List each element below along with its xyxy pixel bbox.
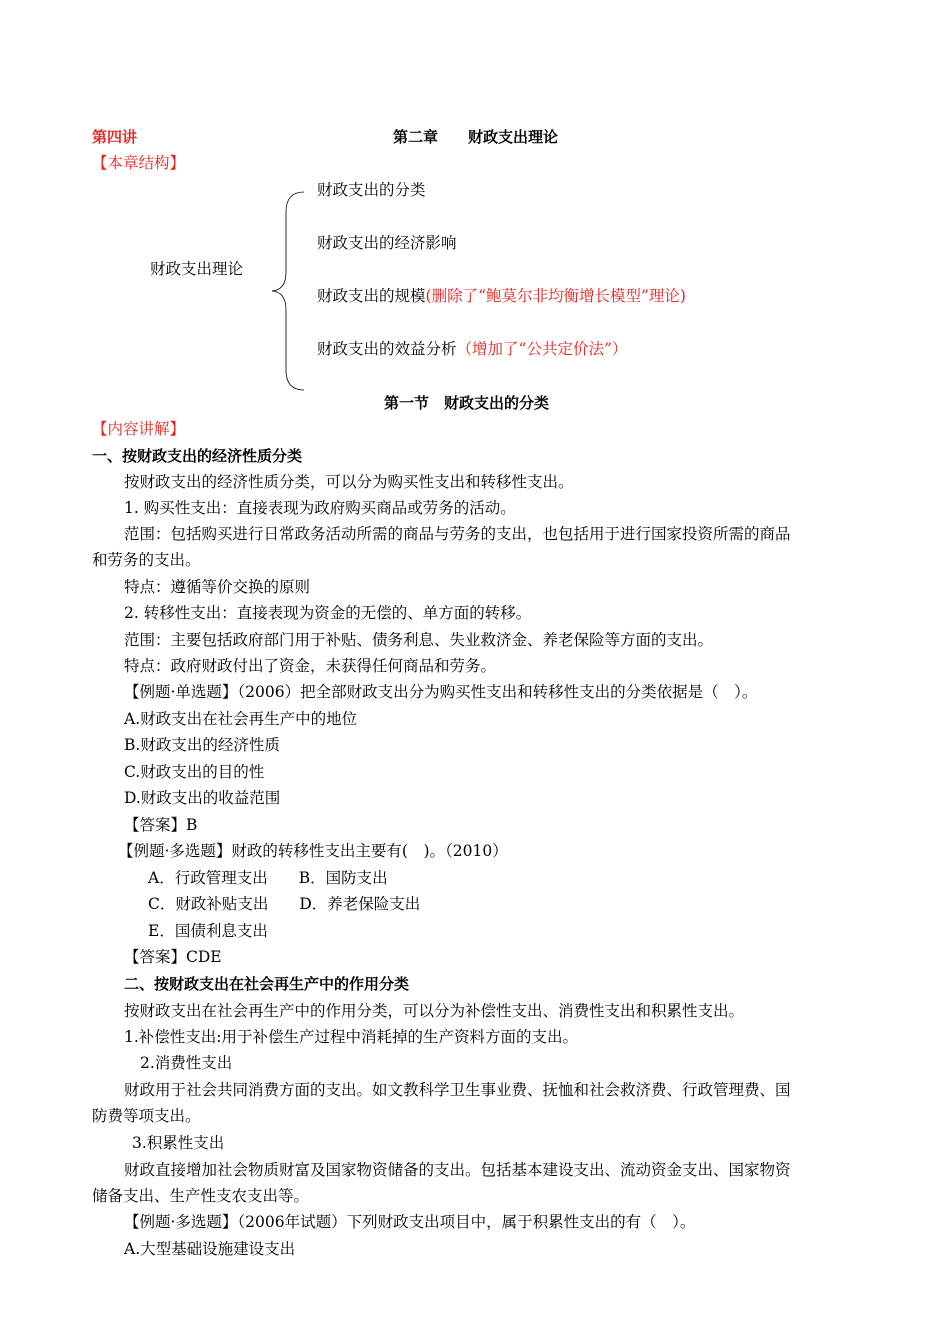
structure-item <box>317 339 627 359</box>
paragraph-line: 3.积累性支出 <box>132 1134 225 1152</box>
paragraph-line: 和劳务的支出。 <box>92 551 201 569</box>
paragraph-line: 【答案】CDE <box>124 948 222 966</box>
structure-item <box>317 180 426 200</box>
structure-item <box>317 233 457 253</box>
paragraph-line: 范围：主要包括政府部门用于补贴、债务利息、失业救济金、养老保险等方面的支出。 <box>124 631 714 649</box>
structure-item-text: 财政支出的分类 <box>317 181 426 199</box>
paragraph-line: 【例题·单选题】（2006）把全部财政支出分为购买性支出和转移性支出的分类依据是（ ）。 <box>124 683 758 701</box>
structure-item <box>317 286 686 306</box>
paragraph-line: 财政直接增加社会物质财富及国家物资储备的支出。包括基本建设支出、流动资金支出、国家物资 <box>124 1161 791 1179</box>
section-title: 第一节 财政支出的分类 <box>384 394 550 412</box>
paragraph-line: 2.消费性支出 <box>140 1054 233 1072</box>
paragraph-line: A.大型基础设施建设支出 <box>124 1240 296 1258</box>
paragraph-line: B.财政支出的经济性质 <box>124 736 280 754</box>
structure-root: 财政支出理论 <box>150 260 244 278</box>
paragraph-line: 【例题·多选题】（2006年试题）下列财政支出项目中，属于积累性支出的有（ ）。 <box>124 1213 696 1231</box>
structure-item-note: （增加了“公共定价法”） <box>456 340 628 358</box>
paragraph-line: 范围：包括购买进行日常政务活动所需的商品与劳务的支出，也包括用于进行国家投资所需的商品 <box>124 525 791 543</box>
paragraph-line: 特点：遵循等价交换的原则 <box>124 578 311 596</box>
paragraph-line: C．财政补贴支出 D．养老保险支出 <box>148 895 421 913</box>
structure-item-text: 财政支出的效益分析 <box>317 340 457 358</box>
curly-brace-icon <box>268 190 308 392</box>
structure-item-note: (删除了“鲍莫尔非均衡增长模型”理论) <box>425 287 686 305</box>
paragraph-line: 1.补偿性支出:用于补偿生产过程中消耗掉的生产资料方面的支出。 <box>124 1028 579 1046</box>
paragraph-line: 防费等项支出。 <box>92 1107 201 1125</box>
structure-item-text: 财政支出的规模 <box>317 287 426 305</box>
content-label: 【内容讲解】 <box>92 420 186 438</box>
section-heading: 一、按财政支出的经济性质分类 <box>92 447 303 465</box>
paragraph-line: 特点：政府财政付出了资金，未获得任何商品和劳务。 <box>124 657 497 675</box>
paragraph-line: 【例题·多选题】财政的转移性支出主要有( )。（2010） <box>118 842 508 860</box>
paragraph-line: A.财政支出在社会再生产中的地位 <box>124 710 358 728</box>
paragraph-line: 1. 购买性支出：直接表现为政府购买商品或劳务的活动。 <box>124 499 516 517</box>
paragraph-line: 按财政支出的经济性质分类，可以分为购买性支出和转移性支出。 <box>124 473 574 491</box>
paragraph-line: E．国债利息支出 <box>148 922 268 940</box>
paragraph-line: A．行政管理支出 B．国防支出 <box>148 869 388 887</box>
paragraph-line: C.财政支出的目的性 <box>124 763 265 781</box>
chapter-title: 第二章 财政支出理论 <box>393 128 559 146</box>
structure-item-text: 财政支出的经济影响 <box>317 234 457 252</box>
lecture-number: 第四讲 <box>92 128 138 146</box>
paragraph-line: 财政用于社会共同消费方面的支出。如文教科学卫生事业费、抚恤和社会救济费、行政管理费、国 <box>124 1081 791 1099</box>
paragraph-line: D.财政支出的收益范围 <box>124 789 281 807</box>
structure-label: 【本章结构】 <box>92 154 186 172</box>
section-heading: 二、按财政支出在社会再生产中的作用分类 <box>124 975 410 993</box>
paragraph-line: 储备支出、生产性支农支出等。 <box>92 1187 310 1205</box>
paragraph-line: 按财政支出在社会再生产中的作用分类，可以分为补偿性支出、消费性支出和积累性支出。 <box>124 1002 745 1020</box>
paragraph-line: 2. 转移性支出：直接表现为资金的无偿的、单方面的转移。 <box>124 604 532 622</box>
paragraph-line: 【答案】B <box>124 816 198 834</box>
